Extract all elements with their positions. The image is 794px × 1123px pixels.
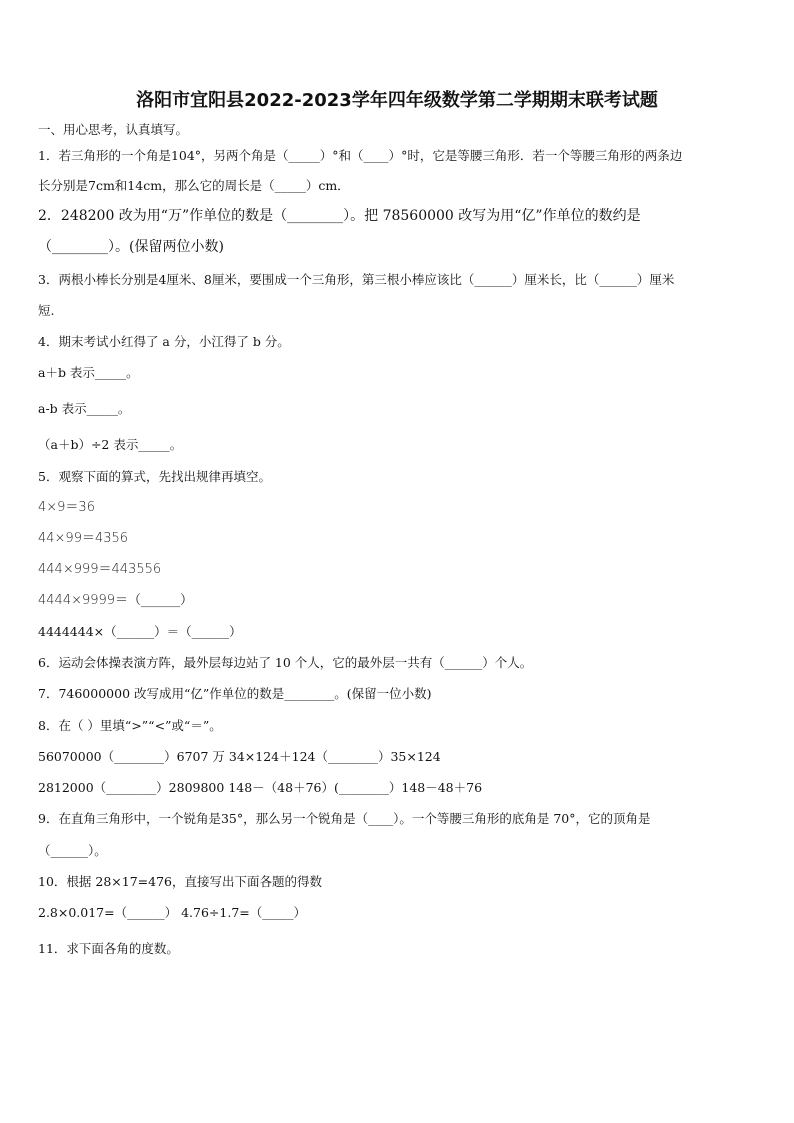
question-10: 10．根据 28×17=476，直接写出下面各题的得数	[38, 874, 322, 889]
question-5: 5．观察下面的算式，先找出规律再填空。	[38, 469, 271, 484]
question-3-line-1: 3．两根小棒长分别是4厘米、8厘米，要围成一个三角形，第三根小棒应该比（______）厘米长，比（______）厘米	[38, 272, 675, 287]
question-4-part-b: a-b 表示_____。	[38, 401, 131, 416]
page-title: 洛阳市宜阳县2022-2023学年四年级数学第二学期期末联考试题	[136, 90, 658, 111]
question-4-part-c: （a＋b）÷2 表示_____。	[38, 437, 183, 452]
question-8-row-2: 2812000（________）2809800 148－（48＋76）(________）148－48＋76	[38, 780, 483, 795]
question-9-line-2: （______）。	[38, 843, 107, 858]
question-11: 11．求下面各角的度数。	[38, 941, 179, 956]
question-6: 6．运动会体操表演方阵，最外层每边站了 10 个人，它的最外层一共有（______）个人。	[38, 655, 533, 670]
section-heading: 一、用心思考，认真填写。	[38, 122, 189, 137]
question-7: 7．746000000 改写成用“亿”作单位的数是________。(保留一位小数)	[38, 686, 432, 701]
question-8-row-1: 56070000（________）6707 万 34×124＋124（________）35×124	[38, 749, 441, 764]
question-5-eq-4: 4444×9999＝（______）	[38, 593, 194, 608]
question-5-eq-3: 444×999＝443556	[38, 562, 162, 577]
question-4-part-a: a＋b 表示_____。	[38, 365, 139, 380]
question-3-line-2: 短.	[38, 303, 55, 318]
question-4: 4．期末考试小红得了 a 分，小江得了 b 分。	[38, 334, 290, 349]
question-5-eq-1: 4×9＝36	[38, 500, 95, 515]
question-9-line-1: 9．在直角三角形中，一个锐角是35°，那么另一个锐角是（____）。一个等腰三角形的底角是 70°，它的顶角是	[38, 811, 651, 826]
question-2-line-2: （________）。(保留两位小数)	[38, 239, 224, 255]
question-8: 8．在（ ）里填“>”“<”或“＝”。	[38, 718, 222, 733]
question-5-eq-5: 4444444×（______）＝（______）	[38, 624, 242, 639]
question-1-line-2: 长分别是7cm和14cm，那么它的周长是（_____）cm．	[38, 178, 350, 193]
question-10-items: 2.8×0.017=（______） 4.76÷1.7=（_____）	[38, 905, 306, 920]
question-5-eq-2: 44×99＝4356	[38, 531, 129, 546]
question-2-line-1: 2．248200 改为用“万”作单位的数是（________）。把 78560000 改写为用“亿”作单位的数约是	[38, 208, 641, 224]
question-1-line-1: 1．若三角形的一个角是104°，另两个角是（_____）°和（____）°时，它是等腰三角形．若一个等腰三角形的两条边	[38, 148, 683, 163]
